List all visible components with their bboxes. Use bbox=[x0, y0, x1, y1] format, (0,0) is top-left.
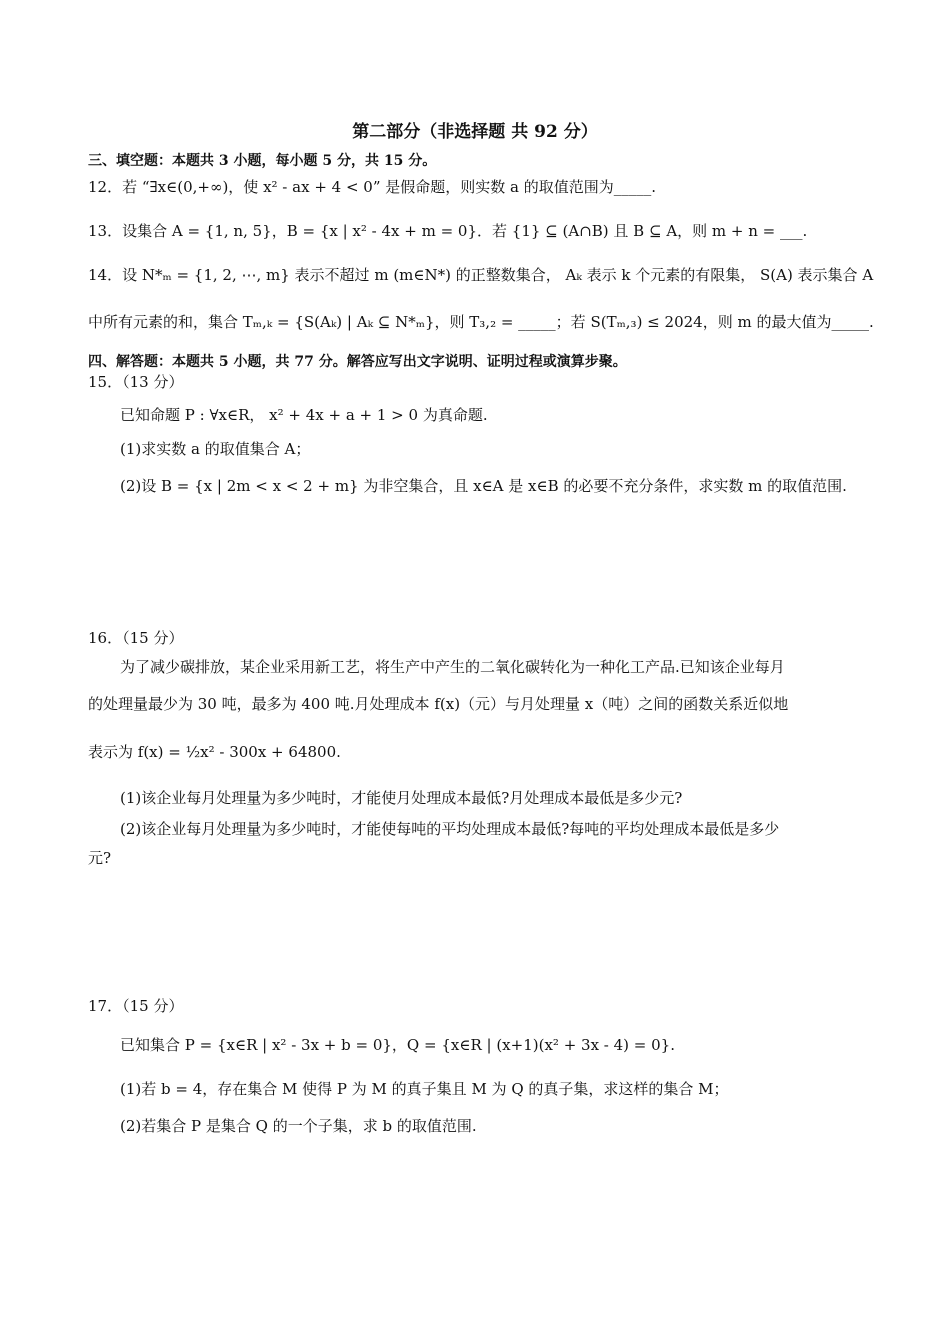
question-15-part1: (1)求实数 a 的取值集合 A； bbox=[120, 440, 311, 458]
section3-header: 三、填空题：本题共 3 小题，每小题 5 分，共 15 分。 bbox=[88, 153, 437, 169]
question-14-line2: 中所有元素的和，集合 Tₘ,ₖ = {S(Aₖ) | Aₖ ⊆ N*ₘ}，则 T₃,₂ = _____；若 S(Tₘ,₃) ≤ 2024，则 m 的最大值为_____. bbox=[88, 313, 874, 331]
question-16-line1: 为了减少碳排放，某企业采用新工艺，将生产中产生的二氧化碳转化为一种化工产品.已知该企业每月 bbox=[120, 658, 785, 676]
question-16-line2: 的处理量最少为 30 吨，最多为 400 吨.月处理成本 f(x)（元）与月处理量 x（吨）之间的函数关系近似地 bbox=[88, 695, 789, 713]
question-13: 13．设集合 A = {1, n, 5}，B = {x | x² - 4x + m = 0}．若 {1} ⊆ (A∩B) 且 B ⊆ A，则 m + n = ___. bbox=[88, 222, 808, 240]
question-15-part2: (2)设 B = {x | 2m < x < 2 + m} 为非空集合，且 x∈A 是 x∈B 的必要不充分条件，求实数 m 的取值范围. bbox=[120, 477, 847, 495]
question-17-head: 17．（15 分） bbox=[88, 997, 184, 1015]
question-17-stem: 已知集合 P = {x∈R | x² - 3x + b = 0}，Q = {x∈R | (x+1)(x² + 3x - 4) = 0}. bbox=[120, 1036, 675, 1054]
question-17-part1: (1)若 b = 4，存在集合 M 使得 P 为 M 的真子集且 M 为 Q 的真子集，求这样的集合 M； bbox=[120, 1080, 729, 1098]
question-16-head: 16．（15 分） bbox=[88, 629, 184, 647]
question-16-line3: 表示为 f(x) = ½x² - 300x + 64800. bbox=[88, 743, 341, 761]
question-17-part2: (2)若集合 P 是集合 Q 的一个子集，求 b 的取值范围. bbox=[120, 1117, 477, 1135]
question-16-part2: (2)该企业每月处理量为多少吨时，才能使每吨的平均处理成本最低?每吨的平均处理成本最低是多少 bbox=[120, 820, 780, 838]
question-15-stem: 已知命题 P : ∀x∈R， x² + 4x + a + 1 > 0 为真命题. bbox=[120, 406, 488, 424]
page-title: 第二部分（非选择题 共 92 分） bbox=[352, 122, 598, 142]
question-14-line1: 14．设 N*ₘ = {1, 2, ⋯, m} 表示不超过 m (m∈N*) 的正整数集合， Aₖ 表示 k 个元素的有限集， S(A) 表示集合 A bbox=[88, 266, 874, 284]
question-16-part1: (1)该企业每月处理量为多少吨时，才能使月处理成本最低?月处理成本最低是多少元? bbox=[120, 789, 683, 807]
section4-header: 四、解答题：本题共 5 小题，共 77 分。解答应写出文字说明、证明过程或演算步聚。 bbox=[88, 354, 627, 370]
question-16-part2-cont: 元? bbox=[88, 849, 112, 867]
question-15-head: 15．（13 分） bbox=[88, 373, 184, 391]
question-12: 12．若 “∃x∈(0,+∞)，使 x² - ax + 4 < 0” 是假命题，则实数 a 的取值范围为_____. bbox=[88, 178, 657, 196]
